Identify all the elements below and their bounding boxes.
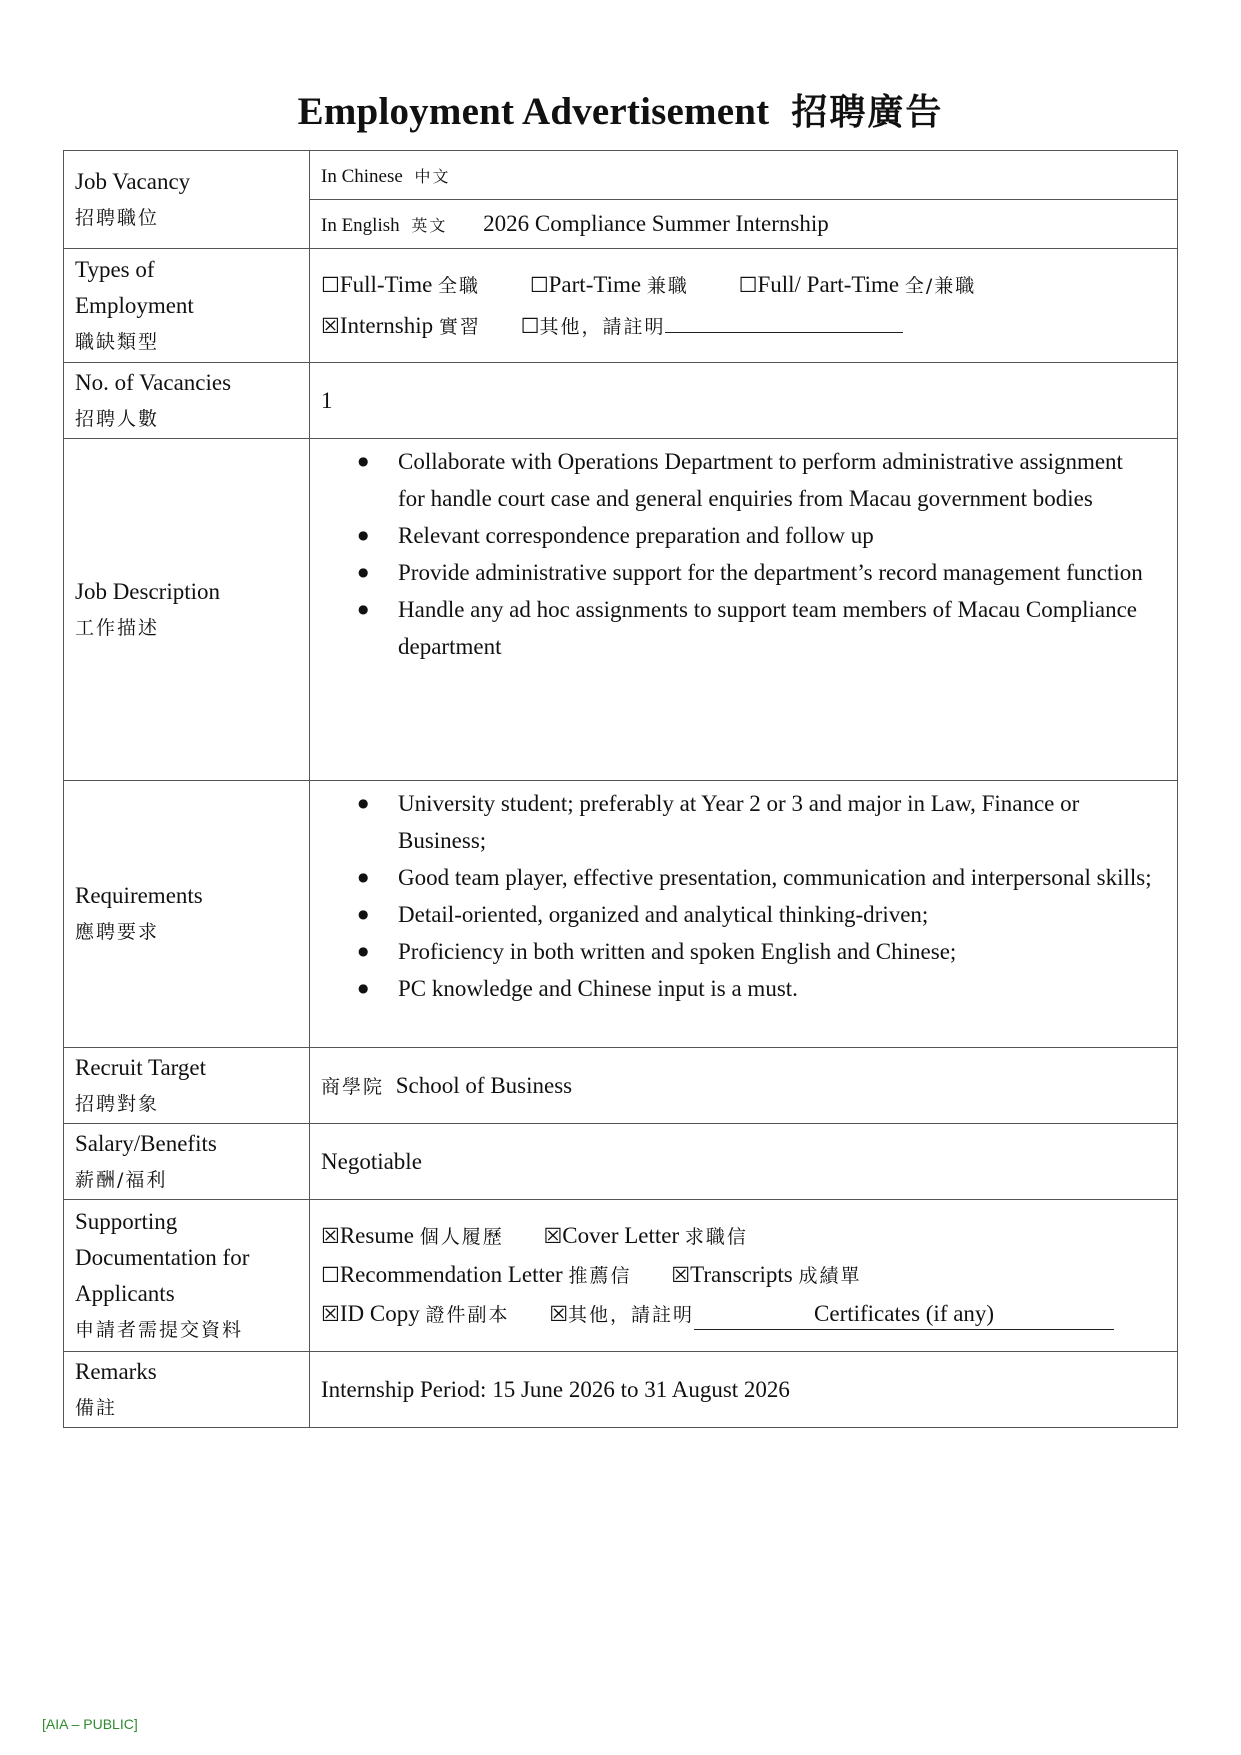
option-other-zh: 其他，請註明 [539, 315, 666, 338]
checkbox-icon: ☐ [520, 313, 540, 338]
list-item: ● University student; preferably at Year 2 or 3 and major in Law, Finance or Business; [398, 785, 1177, 859]
salary-label-en: Salary/Benefits [75, 1130, 217, 1156]
documentation-label-en-1: Supporting [75, 1208, 178, 1234]
chinese-label-zh: 中文 [414, 167, 451, 186]
chinese-label: In Chinese [321, 166, 403, 187]
remarks-label [64, 1352, 310, 1428]
salary-row [64, 1124, 1178, 1200]
employment-type-label-en-1: Types of [75, 256, 155, 282]
recruit-target-label [64, 1048, 310, 1124]
documentation-options [310, 1200, 1178, 1352]
title-en: Employment Advertisement [297, 90, 770, 133]
documentation-label-en-2: Documentation for [75, 1244, 250, 1270]
recruit-target-value-en: School of Business [395, 1073, 573, 1098]
doc-id-copy-zh: 證件副本 [425, 1304, 510, 1326]
documentation-label-en-3: Applicants [75, 1280, 175, 1306]
doc-other[interactable] [549, 1301, 694, 1326]
checked-box-icon: ☒ [671, 1263, 691, 1287]
documentation-label-zh: 申請者需提交資料 [75, 1318, 244, 1341]
job-vacancy-row [64, 151, 1178, 200]
option-full-time[interactable] [321, 272, 480, 297]
documentation-line-3 [321, 1295, 1177, 1334]
recruit-target-value [310, 1048, 1178, 1124]
checkbox-icon: ☐ [321, 272, 340, 297]
checkbox-icon: ☐ [529, 272, 549, 297]
job-description-cell [310, 439, 1178, 781]
doc-other-zh: 其他，請註明 [568, 1304, 695, 1326]
checked-box-icon: ☒ [321, 1224, 340, 1248]
advertisement-table [63, 150, 1178, 1428]
job-description-label-en: Job Description [75, 578, 221, 604]
employment-options-line-2 [321, 306, 1177, 347]
vacancies-label-en: No. of Vacancies [75, 369, 232, 395]
requirements-list [310, 785, 1177, 1007]
remarks-label-en: Remarks [75, 1358, 157, 1384]
requirements-cell [310, 781, 1178, 1048]
option-other[interactable] [521, 313, 666, 338]
other-fill-line [665, 310, 903, 333]
checked-box-icon: ☒ [321, 313, 340, 338]
checkbox-icon: ☐ [321, 1263, 340, 1287]
salary-label-zh: 薪酬/福利 [75, 1168, 168, 1191]
employment-type-label [64, 249, 310, 363]
page-title [0, 84, 1241, 135]
job-vacancy-english-cell [310, 200, 1178, 249]
job-description-list [310, 443, 1177, 665]
list-item: ● Provide administrative support for the department’s record management function [398, 554, 1177, 591]
checkbox-icon: ☐ [738, 272, 758, 297]
job-description-row [64, 439, 1178, 781]
checked-box-icon: ☒ [321, 1302, 340, 1326]
doc-transcripts-zh: 成績單 [798, 1265, 862, 1287]
remarks-row [64, 1352, 1178, 1428]
list-item: ● Collaborate with Operations Department to perform administrative assignment for handle court case and general enquiries from Macau government bodies [398, 443, 1177, 517]
doc-recommendation-zh: 推薦信 [568, 1265, 632, 1287]
documentation-label [64, 1200, 310, 1352]
classification-footer: [AIA – PUBLIC] [42, 1716, 138, 1732]
recruit-target-value-zh: 商學院 [321, 1076, 385, 1098]
requirements-label-zh: 應聘要求 [75, 921, 160, 943]
title-zh: 招聘廣告 [791, 92, 944, 133]
list-item: ● Relevant correspondence preparation and follow up [398, 517, 1177, 554]
job-description-label [64, 439, 310, 781]
list-item: ● PC knowledge and Chinese input is a must. [398, 970, 1177, 1007]
requirements-row [64, 781, 1178, 1048]
doc-other-value: Certificates (if any) [694, 1299, 1114, 1330]
requirements-label-en: Requirements [75, 883, 203, 908]
recruit-target-label-en: Recruit Target [75, 1054, 207, 1080]
doc-recommendation-en: Recommendation Letter [339, 1262, 563, 1287]
recruit-target-label-zh: 招聘對象 [75, 1092, 160, 1115]
doc-cover-letter-en: Cover Letter [562, 1223, 680, 1248]
documentation-line-1 [321, 1217, 1177, 1256]
english-value: 2026 Compliance Summer Internship [483, 211, 829, 236]
salary-label [64, 1124, 310, 1200]
doc-cover-letter[interactable] [543, 1223, 747, 1248]
list-item: ● Detail-oriented, organized and analytical thinking-driven; [398, 896, 1177, 933]
option-part-time-en: Part-Time [548, 271, 642, 297]
documentation-row [64, 1200, 1178, 1352]
remarks-label-zh: 備註 [75, 1396, 118, 1419]
option-part-time-zh: 兼職 [646, 274, 689, 297]
vacancies-value: 1 [310, 363, 1178, 439]
employment-options-line-1 [321, 265, 1177, 306]
employment-type-row [64, 249, 1178, 363]
doc-recommendation-letter[interactable] [321, 1262, 632, 1287]
english-label: In English [321, 215, 400, 236]
requirements-label [64, 781, 310, 1048]
option-internship[interactable] [321, 313, 481, 338]
option-full-part-time[interactable] [739, 272, 977, 297]
job-vacancy-label-en: Job Vacancy [75, 168, 191, 194]
checked-box-icon: ☒ [549, 1302, 569, 1326]
option-full-time-zh: 全職 [438, 274, 481, 297]
doc-resume-zh: 個人履歷 [419, 1226, 504, 1248]
doc-transcripts[interactable] [671, 1262, 861, 1287]
doc-cover-letter-zh: 求職信 [684, 1226, 748, 1248]
option-internship-en: Internship [339, 312, 434, 338]
vacancies-label-zh: 招聘人數 [75, 407, 160, 430]
doc-resume-en: Resume [339, 1223, 414, 1248]
option-full-part-time-en: Full/ Part-Time [757, 271, 900, 297]
employment-type-label-zh: 職缺類型 [75, 330, 160, 353]
employment-type-label-en-2: Employment [75, 292, 194, 318]
employment-type-options [310, 249, 1178, 363]
job-vacancy-chinese-cell [310, 151, 1178, 200]
doc-id-copy-en: ID Copy [339, 1301, 420, 1326]
vacancies-row [64, 363, 1178, 439]
documentation-line-2 [321, 1256, 1177, 1295]
list-item: ● Good team player, effective presentation, communication and interpersonal skills; [398, 859, 1177, 896]
option-full-time-en: Full-Time [339, 271, 433, 297]
list-item: ● Proficiency in both written and spoken English and Chinese; [398, 933, 1177, 970]
doc-transcripts-en: Transcripts [690, 1262, 793, 1287]
job-vacancy-label [64, 151, 310, 249]
checked-box-icon: ☒ [543, 1224, 563, 1248]
option-part-time[interactable] [530, 272, 689, 297]
list-item: ● Handle any ad hoc assignments to support team members of Macau Compliance department [398, 591, 1177, 665]
salary-value: Negotiable [310, 1124, 1178, 1200]
option-internship-zh: 實習 [438, 315, 481, 338]
doc-id-copy[interactable] [321, 1301, 509, 1326]
job-description-label-zh: 工作描述 [75, 616, 160, 639]
job-vacancy-label-zh: 招聘職位 [75, 206, 160, 229]
recruit-target-row [64, 1048, 1178, 1124]
doc-resume[interactable] [321, 1223, 504, 1248]
english-label-zh: 英文 [411, 216, 448, 235]
remarks-value: Internship Period: 15 June 2026 to 31 August 2026 [310, 1352, 1178, 1428]
option-full-part-time-zh: 全/兼職 [904, 274, 977, 297]
vacancies-label [64, 363, 310, 439]
